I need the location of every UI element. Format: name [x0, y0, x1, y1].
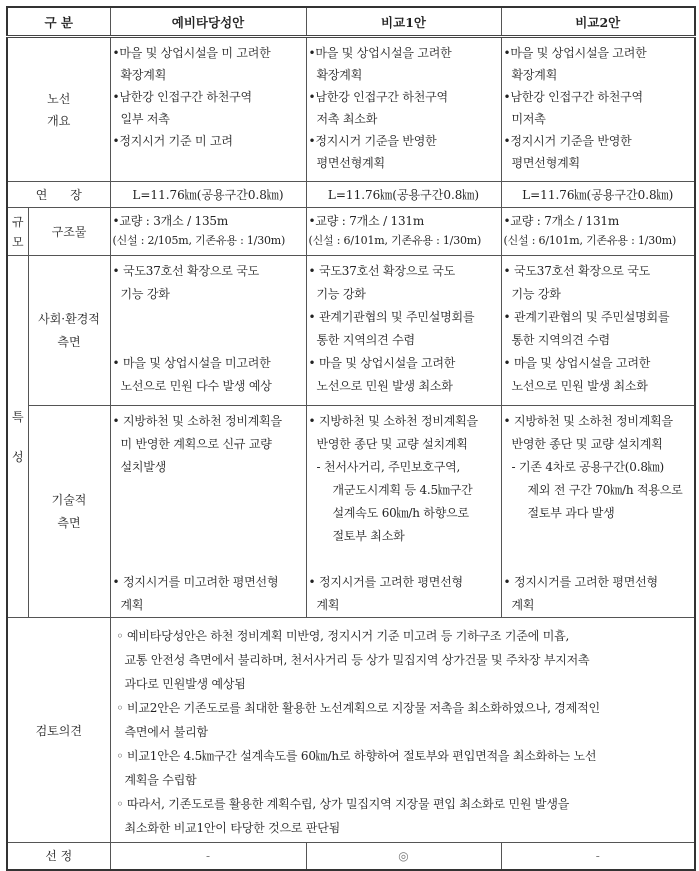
text-line: 측면: [57, 515, 81, 530]
text-line: 계획: [511, 598, 535, 612]
text-line: • 관계기관협의 및 주민설명회를: [503, 310, 670, 324]
length-col1: L=11.76㎞(공용구간0.8㎞): [110, 182, 306, 208]
text-line: • 마을 및 상업시설을 고려한: [503, 356, 651, 370]
text-line: 제외 전 구간 70㎞/h 적용으로: [527, 483, 683, 497]
text-line: 기능 강화: [316, 287, 366, 301]
route-overview-label: [7, 37, 110, 182]
text-line: 계획을 수립함: [124, 773, 197, 787]
text-line: (신설 : 6/101m, 기존유용 : 1/30m): [503, 234, 677, 247]
text-block: [113, 211, 305, 251]
text-line: •정지시거 기준 미 고려: [112, 134, 233, 148]
text-line: 노선: [47, 91, 71, 106]
text-line: 반영한 종단 및 교량 설치계획: [316, 437, 468, 451]
text-line: 평면선형계획: [316, 156, 385, 170]
text-line: [113, 502, 305, 525]
text-line: [113, 548, 305, 571]
text-line: 특: [11, 409, 24, 424]
text-line: [309, 548, 500, 571]
text-line: •마을 및 상업시설을 고려한: [503, 46, 647, 60]
text-line: 개군도시계획 등 4.5㎞구간: [332, 483, 473, 497]
text-line: - 천서사거리, 주민보호구역,: [316, 460, 461, 474]
text-line: ◦ 따라서, 기존도로를 활용한 계획수립, 상가 밀집지역 지장물 편입 최소화로 민원 발생을: [116, 797, 570, 811]
text-line: 모: [11, 234, 24, 249]
route-overview-row: [7, 37, 695, 182]
text-line: 계획: [316, 598, 340, 612]
text-line: •교량 : 7개소 / 131m: [308, 214, 425, 228]
text-line: 통한 지역의견 수렴: [511, 333, 610, 347]
text-line: • 정지시거를 고려한 평면선형: [503, 575, 658, 589]
text-line: 기능 강화: [511, 287, 561, 301]
text-line: [113, 306, 305, 329]
text-line: • 지방하천 및 소하천 정비계획을: [503, 414, 673, 428]
selection-col1: -: [110, 843, 306, 870]
text-block: [117, 624, 694, 840]
text-line: 측면에서 불리함: [124, 725, 208, 739]
text-block: [113, 410, 305, 617]
header-category: 구 분: [7, 7, 110, 37]
text-block: [29, 489, 110, 535]
text-line: •교량 : 7개소 / 131m: [503, 214, 620, 228]
text-block: [113, 42, 305, 152]
text-block: [8, 212, 28, 252]
text-line: 통한 지역의견 수렴: [316, 333, 415, 347]
text-line: • 정지시거를 고려한 평면선형: [308, 575, 463, 589]
text-line: [504, 525, 694, 548]
text-line: • 관계기관협의 및 주민설명회를: [308, 310, 475, 324]
text-block: [309, 260, 500, 398]
text-line: •마을 및 상업시설을 고려한: [308, 46, 452, 60]
text-block: [309, 211, 500, 251]
text-line: 개요: [47, 113, 71, 128]
text-block: [504, 410, 694, 617]
text-block: [309, 42, 500, 174]
text-line: •남한강 인접구간 하천구역: [503, 90, 643, 104]
text-line: 사회·환경적: [38, 311, 100, 326]
text-line: 과다로 민원발생 예상됨: [124, 677, 246, 691]
text-line: ◦ 비교1안은 4.5㎞구간 설계속도를 60㎞/h로 하향하여 절토부와 편입면적을 최소화하는 노선: [116, 749, 597, 763]
text-line: [113, 525, 305, 548]
text-line: - 기존 4차로 공용구간(0.8㎞): [511, 460, 665, 474]
text-line: 절토부 최소화: [332, 529, 405, 543]
length-col2: L=11.76㎞(공용구간0.8㎞): [306, 182, 501, 208]
header-col2: 비교1안: [306, 7, 501, 37]
text-line: 성: [11, 449, 24, 464]
text-block: [504, 42, 694, 174]
text-line: 기술적: [51, 492, 87, 507]
text-line: [113, 479, 305, 502]
text-line: 확장계획: [120, 68, 167, 82]
text-block: [8, 397, 28, 477]
text-line: 기능 강화: [120, 287, 170, 301]
text-line: 미저촉: [511, 112, 546, 126]
header-row: [7, 7, 695, 37]
text-line: 계획: [120, 598, 144, 612]
text-block: [309, 410, 500, 617]
text-block: [113, 260, 305, 398]
text-block: [8, 88, 110, 132]
text-line: 일부 저촉: [120, 112, 170, 126]
text-line: •정지시거 기준을 반영한: [503, 134, 632, 148]
text-line: •정지시거 기준을 반영한: [308, 134, 437, 148]
text-line: 확장계획: [316, 68, 363, 82]
characteristics-group-label: [7, 256, 28, 618]
text-line: 절토부 과다 발생: [527, 506, 615, 520]
selection-label: 선 정: [7, 843, 110, 870]
text-line: ◦ 비교2안은 기존도로를 최대한 활용한 노선계획으로 지장물 저촉을 최소화하였으나, 경제적인: [116, 701, 600, 715]
text-line: 노선으로 민원 다수 발생 예상: [120, 379, 272, 393]
text-line: 최소화한 비교1안이 타당한 것으로 판단됨: [124, 821, 341, 835]
length-row: [7, 182, 695, 208]
text-line: 미 반영한 계획으로 신규 교량: [120, 437, 272, 451]
length-label: 연 장: [7, 182, 110, 208]
selection-row: [7, 843, 695, 870]
text-block: [504, 211, 694, 251]
text-line: • 정지시거를 미고려한 평면선형: [112, 575, 279, 589]
text-line: ◦ 예비타당성안은 하천 정비계획 미반영, 정지시거 기준 미고려 등 기하구조 기준에 미흡,: [116, 629, 570, 643]
text-line: 저촉 최소화: [316, 112, 378, 126]
text-block: [29, 308, 110, 354]
text-line: • 국도37호선 확장으로 국도: [112, 264, 260, 278]
text-line: • 국도37호선 확장으로 국도: [503, 264, 651, 278]
scale-row: [7, 208, 695, 256]
review-label: 검토의견: [7, 618, 110, 843]
text-line: •남한강 인접구간 하천구역: [308, 90, 448, 104]
header-col3: 비교2안: [501, 7, 695, 37]
scale-group-label: [7, 208, 28, 256]
text-line: (신설 : 6/101m, 기존유용 : 1/30m): [308, 234, 482, 247]
selection-col2: ◎: [306, 843, 501, 870]
text-line: •교량 : 3개소 / 135m: [112, 214, 229, 228]
text-line: [113, 329, 305, 352]
text-block: [504, 260, 694, 398]
text-line: 설치발생: [120, 460, 167, 474]
text-line: 노선으로 민원 발생 최소화: [511, 379, 648, 393]
length-col3: L=11.76㎞(공용구간0.8㎞): [501, 182, 695, 208]
text-line: •마을 및 상업시설을 미 고려한: [112, 46, 271, 60]
text-line: [504, 548, 694, 571]
route-comparison-table: [6, 6, 696, 871]
text-line: 설계속도 60㎞/h 하향으로: [332, 506, 469, 520]
text-line: 교통 안전성 측면에서 불리하며, 천서사거리 등 상가 밀집지역 상가건물 및 주차장 부지저촉: [124, 653, 590, 667]
social-row: [7, 256, 695, 406]
text-line: • 지방하천 및 소하천 정비계획을: [308, 414, 478, 428]
text-line: • 지방하천 및 소하천 정비계획을: [112, 414, 282, 428]
text-line: (신설 : 2/105m, 기존유용 : 1/30m): [112, 234, 286, 247]
text-line: 반영한 종단 및 교량 설치계획: [511, 437, 663, 451]
text-line: 측면: [57, 334, 81, 349]
text-line: • 국도37호선 확장으로 국도: [308, 264, 456, 278]
text-line: 평면선형계획: [511, 156, 580, 170]
structure-label: 구조물: [28, 208, 110, 256]
header-col1: 예비타당성안: [110, 7, 306, 37]
text-line: 노선으로 민원 발생 최소화: [316, 379, 453, 393]
technical-row: [7, 406, 695, 618]
text-line: 확장계획: [511, 68, 558, 82]
review-row: [7, 618, 695, 843]
text-line: •남한강 인접구간 하천구역: [112, 90, 252, 104]
text-line: 규: [11, 214, 24, 229]
selection-col3: -: [501, 843, 695, 870]
text-line: • 마을 및 상업시설을 고려한: [308, 356, 456, 370]
text-line: • 마을 및 상업시설을 미고려한: [112, 356, 271, 370]
